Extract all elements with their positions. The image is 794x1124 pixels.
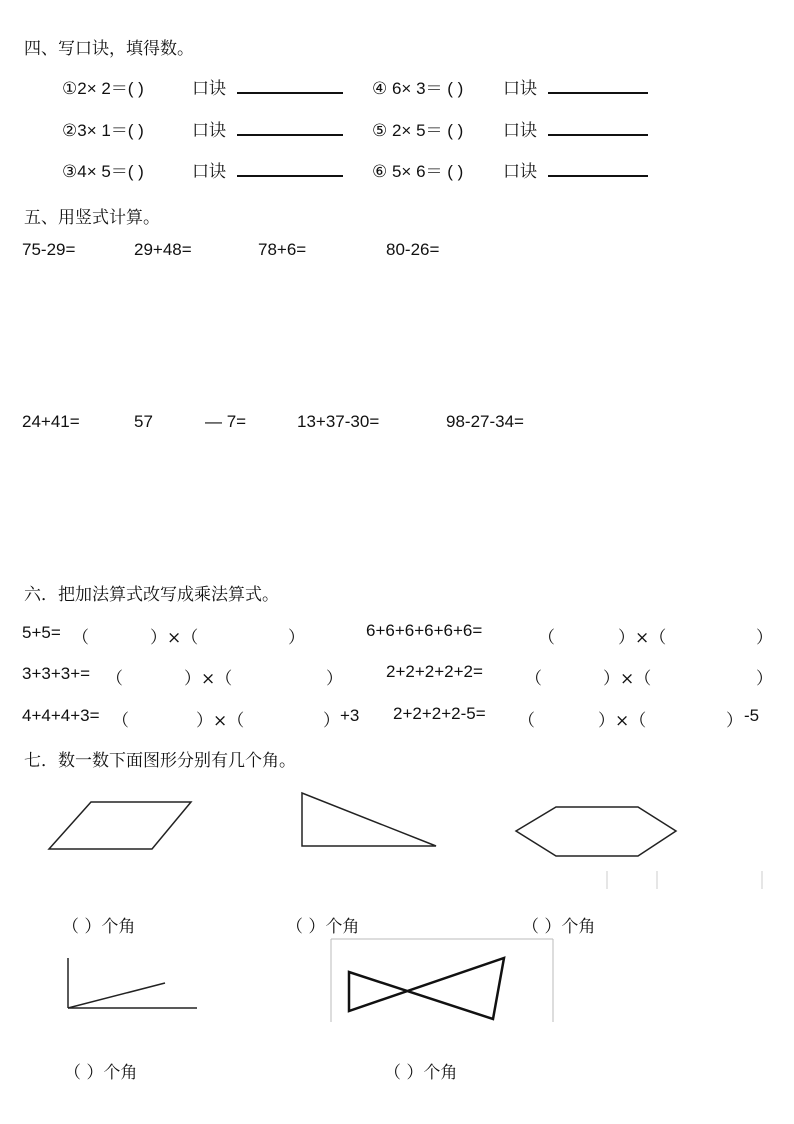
angle-answer-1[interactable]: （ ）个角 (62, 917, 136, 937)
equation-6: ⑥ 5× 6＝ ( ) (372, 162, 464, 181)
addition-expr-3: 4+4+4+3= (22, 706, 100, 725)
koujue-label: 口诀 (192, 162, 226, 182)
vertical-calc-7: 13+37-30= (297, 412, 380, 431)
paren-close: ） (756, 628, 773, 648)
times-paren: ）×（ (196, 711, 245, 731)
section-7-heading: 七．数一数下面图形分别有几个角。 (24, 751, 296, 771)
angle-answer-4[interactable]: （ ）个角 (64, 1063, 138, 1083)
koujue-label: 口诀 (503, 162, 537, 182)
equation-2: ②3× 1＝( ) (62, 121, 144, 140)
angle-answer-2[interactable]: （ ）个角 (286, 917, 360, 937)
vertical-calc-8: 98-27-34= (446, 412, 524, 431)
paren-open: （ (112, 711, 129, 731)
vertical-calc-3: 78+6= (258, 240, 307, 259)
right-triangle-shape (302, 793, 436, 846)
paren-open: （ (72, 628, 89, 648)
times-paren: ）×（ (618, 628, 667, 648)
paren-close: ） (288, 628, 305, 648)
addition-expr-5: 2+2+2+2+2= (386, 662, 483, 681)
paren-open: （ (525, 669, 542, 689)
angle-answer-5[interactable]: （ ）个角 (384, 1063, 458, 1083)
section-4-heading: 四、写口诀，填得数。 (24, 39, 194, 59)
hexagon-shape (516, 807, 676, 856)
koujue-label: 口诀 (503, 121, 537, 141)
addition-expr-1: 5+5= (22, 623, 61, 642)
paren-close: ） (756, 669, 773, 689)
koujue-label: 口诀 (192, 79, 226, 99)
vertical-calc-4: 80-26= (386, 240, 440, 259)
equation-1: ①2× 2＝( ) (62, 79, 144, 98)
equation-4: ④ 6× 3＝ ( ) (372, 79, 464, 98)
parallelogram-shape (49, 802, 191, 849)
paren-open: （ (518, 711, 535, 731)
section-5-heading: 五、用竖式计算。 (24, 208, 160, 228)
addition-expr-2: 3+3+3+= (22, 664, 91, 683)
angle-ray-slanted (68, 983, 165, 1008)
times-paren: ）×（ (598, 711, 647, 731)
tail-term: -5 (744, 706, 760, 725)
paren-open: （ (106, 669, 123, 689)
paren-close: ） (326, 669, 343, 689)
equation-3: ③4× 5＝( ) (62, 162, 144, 181)
times-paren: ）×（ (150, 628, 199, 648)
addition-expr-6: 2+2+2+2-5= (393, 704, 486, 723)
paren-close: ） (323, 711, 340, 731)
vertical-calc-2: 29+48= (134, 240, 192, 259)
times-paren: ）×（ (184, 669, 233, 689)
koujue-label: 口诀 (503, 79, 537, 99)
addition-expr-4: 6+6+6+6+6+6= (366, 621, 483, 640)
vertical-calc-6a: 57 (134, 412, 153, 431)
tail-term: +3 (340, 706, 360, 725)
koujue-label: 口诀 (192, 121, 226, 141)
section-6-heading: 六．把加法算式改写成乘法算式。 (24, 585, 279, 605)
times-paren: ）×（ (603, 669, 652, 689)
angle-answer-3[interactable]: （ ）个角 (522, 917, 596, 937)
vertical-calc-5: 24+41= (22, 412, 80, 431)
vertical-calc-6b: — 7= (205, 412, 247, 431)
paren-close: ） (726, 711, 743, 731)
equation-5: ⑤ 2× 5＝ ( ) (372, 121, 464, 140)
bowtie-shape (349, 958, 504, 1019)
vertical-calc-1: 75-29= (22, 240, 76, 259)
paren-open: （ (538, 628, 555, 648)
